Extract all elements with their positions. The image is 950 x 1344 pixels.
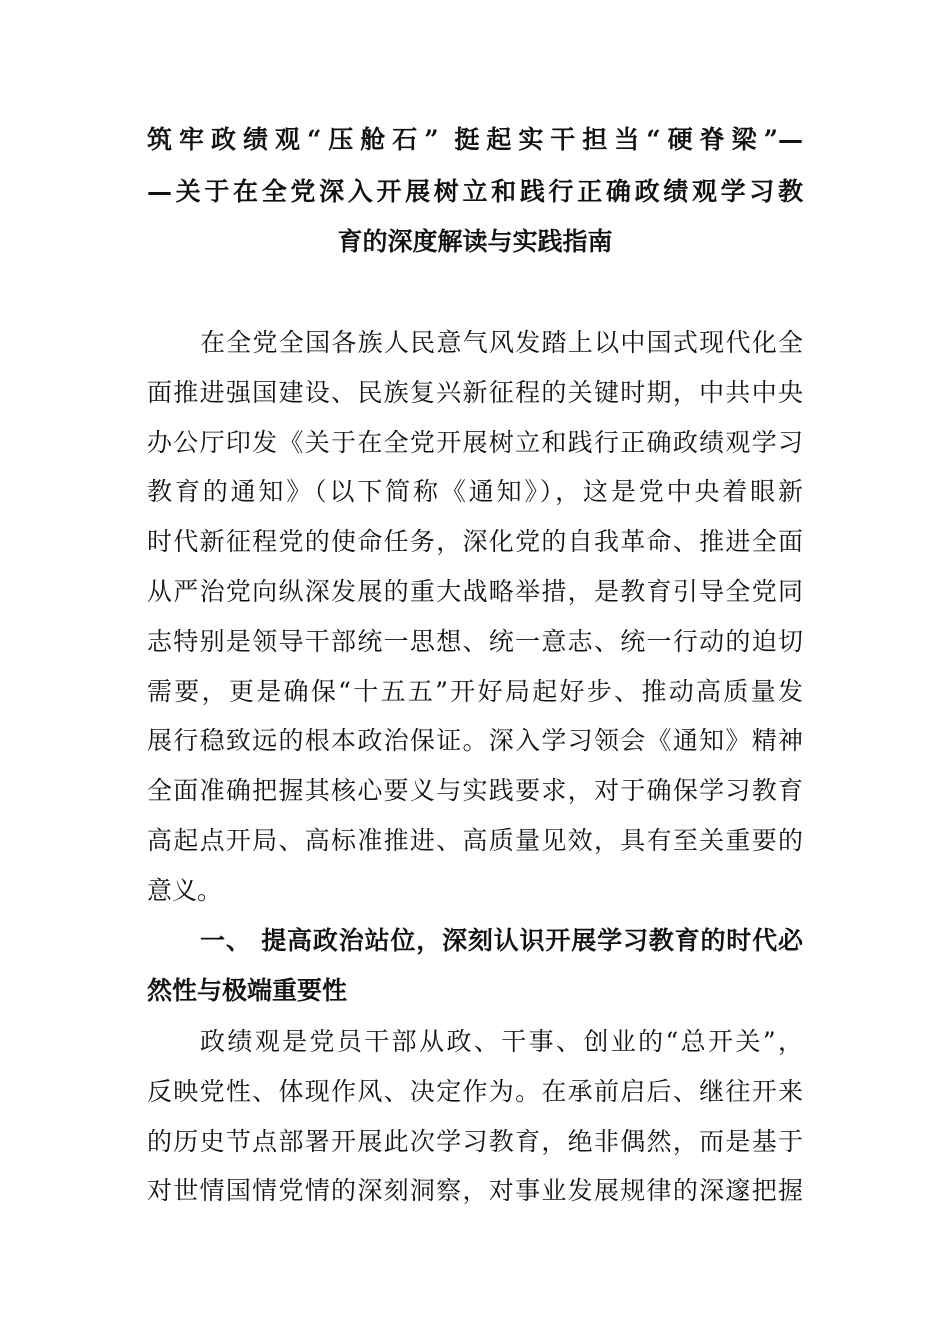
paragraph-line: 展行稳致远的根本政治保证。深入学习领会《通知》精神: [147, 726, 803, 755]
paragraph-line: 志特别是领导干部统一思想、统一意志、统一行动的迫切: [147, 627, 803, 656]
title-line: 育的深度解读与实践指南: [337, 227, 613, 256]
paragraph-line: 办公厅印发《关于在全党开展树立和践行正确政绩观学习: [147, 428, 803, 457]
paragraph-line: 高起点开局、高标准推进、高质量见效，具有至关重要的: [147, 826, 803, 855]
paragraph-line: 在全党全国各族人民意气风发踏上以中国式现代化全: [200, 328, 803, 357]
paragraph-line: 时代新征程党的使命任务，深化党的自我革命、推进全面: [147, 527, 803, 556]
paragraph-line: 全面准确把握其核心要义与实践要求，对于确保学习教育: [147, 776, 803, 805]
title-line: —关于在全党深入开展树立和践行正确政绩观学习教: [147, 177, 803, 206]
title-line: 筑牢政绩观“压舱石” 挺起实干担当“硬脊梁”—: [147, 125, 803, 154]
section-heading-line: 然性与极端重要性: [147, 976, 348, 1005]
paragraph-line: 教育的通知》（以下简称《通知》），这是党中央着眼新: [147, 477, 803, 506]
paragraph-line: 面推进强国建设、民族复兴新征程的关键时期，中共中央: [147, 378, 803, 407]
paragraph-line: 的历史节点部署开展此次学习教育，绝非偶然，而是基于: [147, 1127, 803, 1156]
paragraph-line: 政绩观是党员干部从政、干事、创业的“总开关”，: [200, 1027, 803, 1056]
paragraph-line: 需要，更是确保“十五五”开好局起好步、推动高质量发: [147, 677, 803, 706]
section-heading-line: 一、 提高政治站位，深刻认识开展学习教育的时代必: [200, 926, 803, 955]
paragraph-line: 从严治党向纵深发展的重大战略举措，是教育引导全党同: [147, 577, 803, 606]
paragraph-line: 对世情国情党情的深刻洞察，对事业发展规律的深邃把握: [147, 1176, 803, 1205]
paragraph-line: 反映党性、体现作风、决定作为。在承前启后、继往开来: [147, 1077, 803, 1106]
paragraph-line: 意义。: [147, 876, 223, 905]
